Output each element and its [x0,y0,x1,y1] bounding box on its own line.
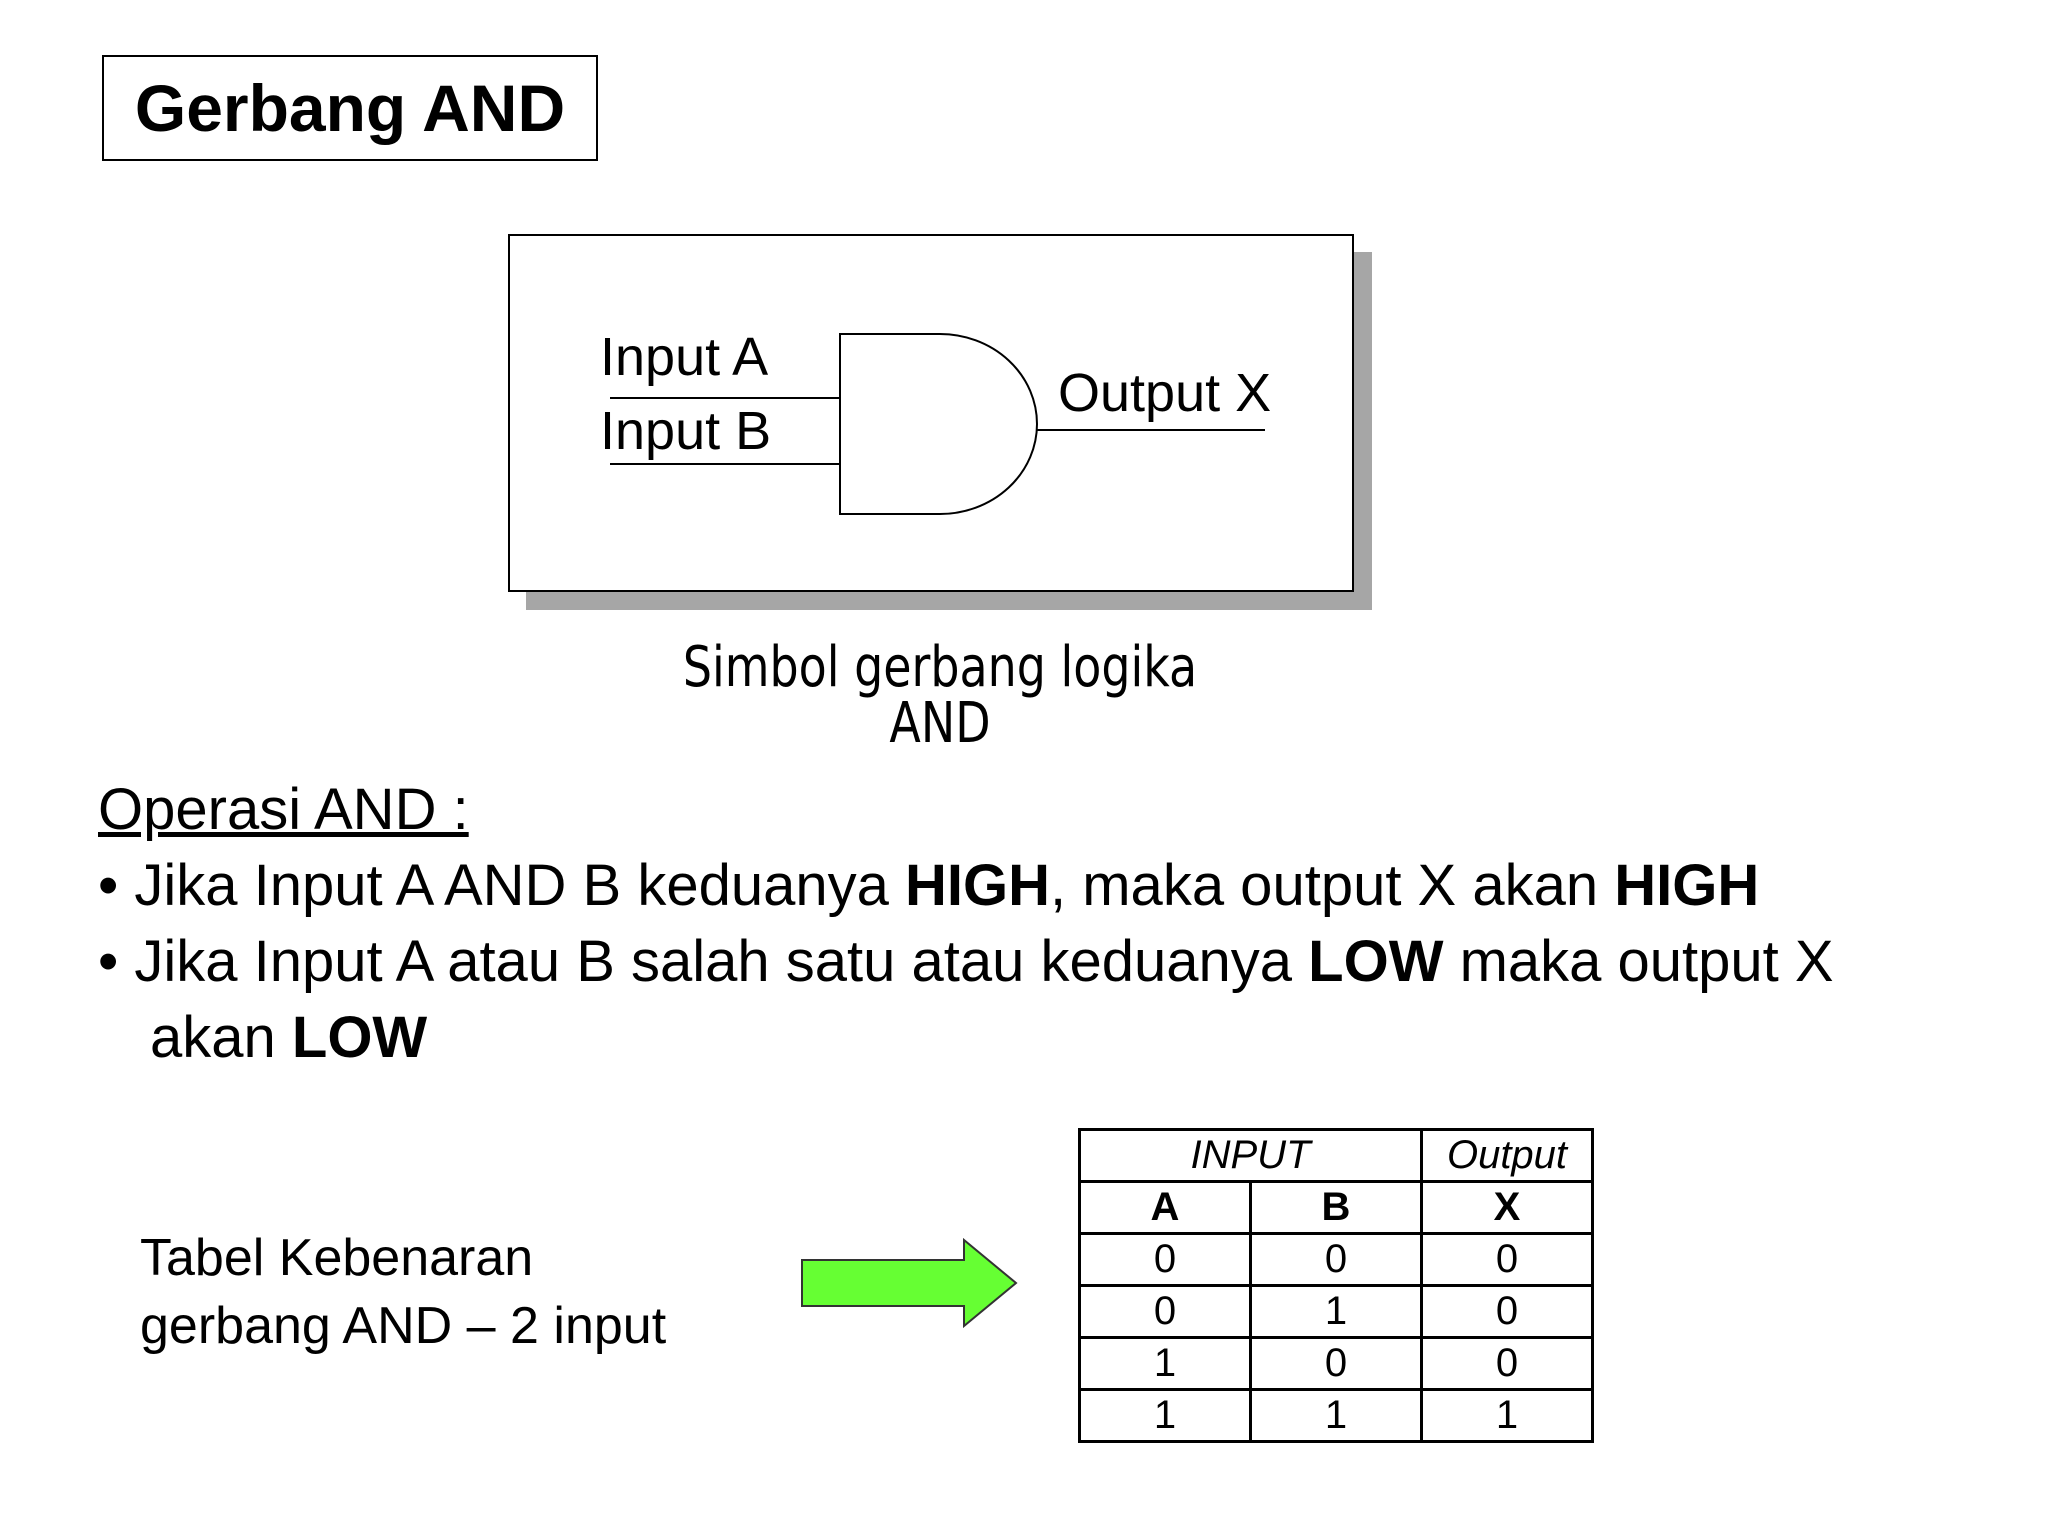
truth-table-col-x: X [1422,1182,1593,1234]
bullet-bold: HIGH [905,853,1051,918]
input-b-label: Input B [600,401,772,461]
operations-heading: Operasi AND : [98,777,469,842]
table-cell: 1 [1422,1390,1593,1442]
table-cell: 0 [1080,1286,1251,1338]
bullet-bold: HIGH [1614,853,1760,918]
arrow-right-icon [800,1238,1020,1328]
table-cell: 1 [1251,1286,1422,1338]
table-cell: 1 [1080,1390,1251,1442]
table-cell: 0 [1422,1234,1593,1286]
bullet-bold: LOW [291,1005,428,1070]
table-cell: 1 [1080,1338,1251,1390]
truth-table-caption [140,1224,666,1360]
and-gate-diagram [508,234,1354,592]
table-cell: 0 [1080,1234,1251,1286]
table-cell: 0 [1251,1234,1422,1286]
bullet-bold: LOW [1308,929,1444,994]
diagram-caption: Simbol gerbang logika AND [682,635,1198,756]
table-row [1080,1286,1593,1338]
operation-bullet-high [98,848,2038,924]
page-title [102,55,598,161]
input-a-label: Input A [600,327,769,387]
bullet-text: • Jika Input A AND B keduanya [98,853,906,918]
bullet-text: maka output X [1443,929,1834,994]
table-row [1080,1338,1593,1390]
truth-table-output-header: Output [1422,1130,1593,1182]
truth-table-caption-line2: gerbang AND – 2 input [140,1297,667,1355]
truth-table-col-a: A [1080,1182,1251,1234]
output-x-label: Output X [1058,363,1272,423]
operation-bullet-low [98,924,2038,1000]
page-title-text: Gerbang AND [134,71,566,145]
operation-bullet-low-continued [98,1000,2038,1076]
bullet-text: , maka output X akan [1050,853,1615,918]
table-cell: 0 [1422,1286,1593,1338]
bullet-text: akan [150,1005,292,1070]
table-row [1080,1390,1593,1442]
operations-section [98,772,2038,1076]
truth-table [1078,1128,1594,1443]
table-cell: 1 [1251,1390,1422,1442]
truth-table-caption-line1: Tabel Kebenaran [140,1229,534,1287]
truth-table-col-b: B [1251,1182,1422,1234]
truth-table-input-header: INPUT [1080,1130,1422,1182]
bullet-text: • Jika Input A atau B salah satu atau keduanya [98,929,1309,994]
and-gate-symbol [840,334,1037,514]
table-cell: 0 [1422,1338,1593,1390]
table-row [1080,1234,1593,1286]
table-cell: 0 [1251,1338,1422,1390]
